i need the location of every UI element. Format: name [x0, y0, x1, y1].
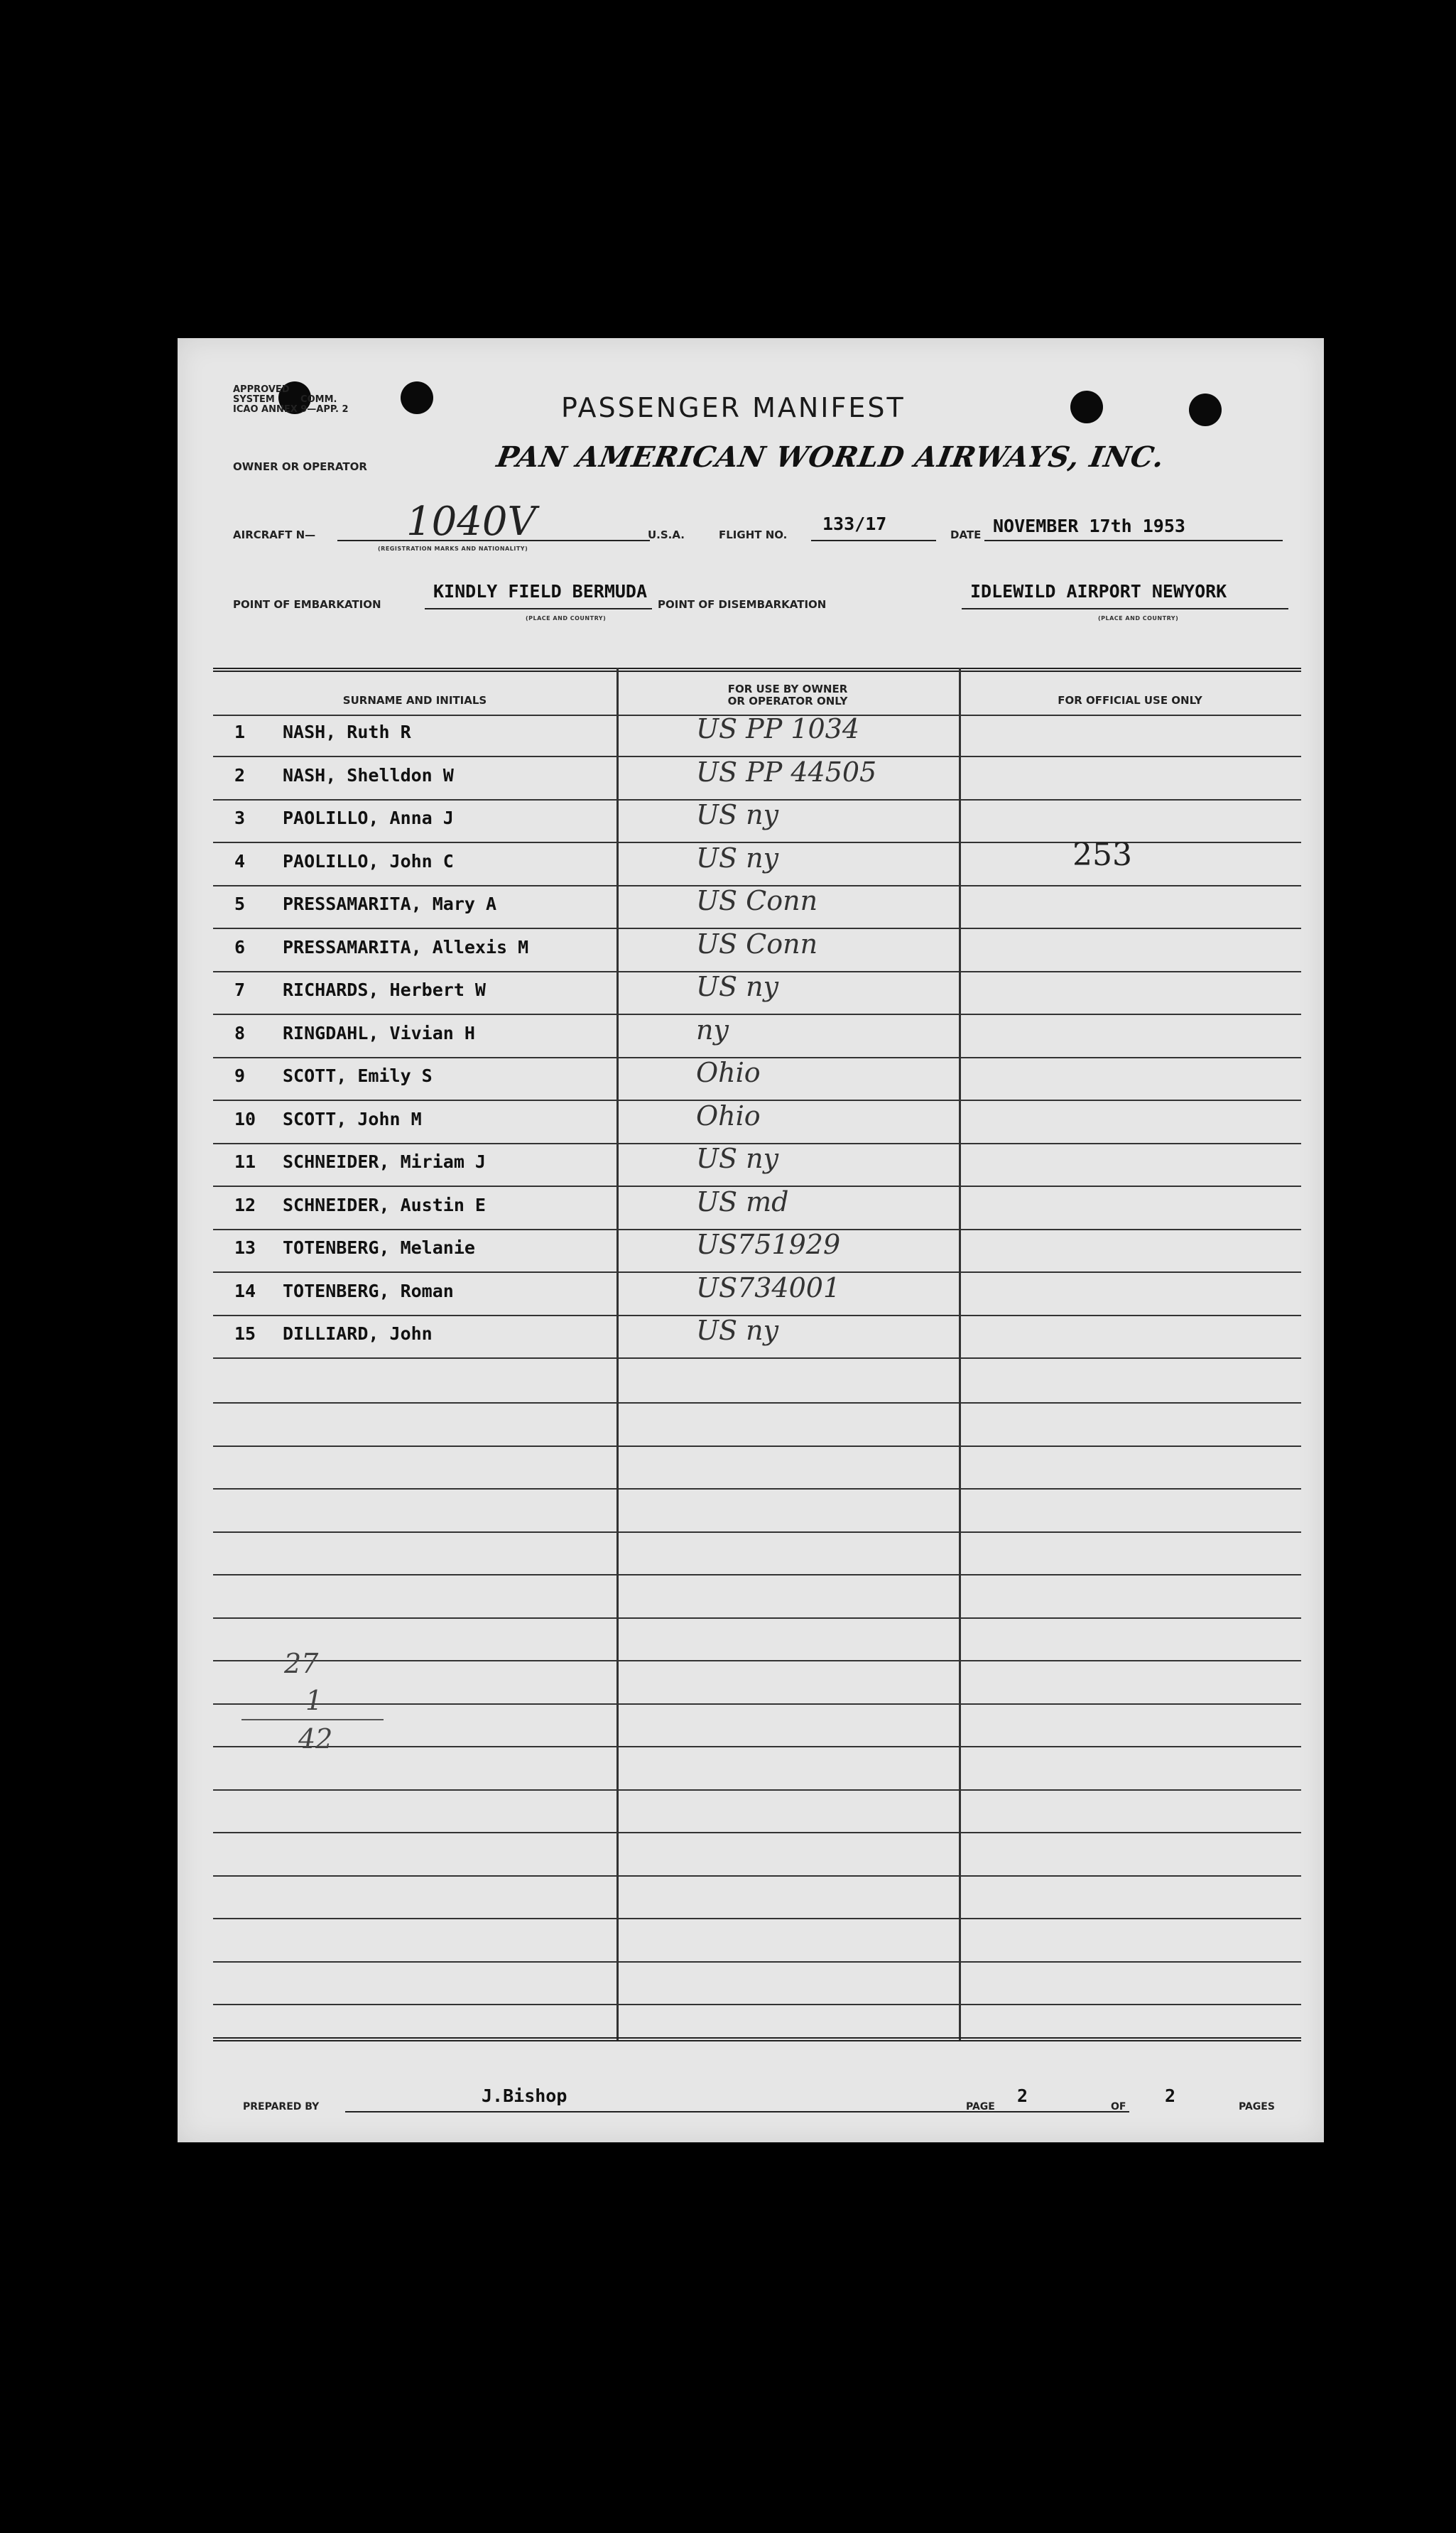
tally-line-2: 1	[305, 1685, 323, 1716]
official-use-header: FOR OFFICIAL USE ONLY	[1058, 694, 1202, 707]
table-row	[213, 1316, 1301, 1359]
row-number: 9	[234, 1065, 246, 1086]
passenger-name: NASH, Shelldon W	[283, 764, 454, 786]
punch-hole	[401, 381, 433, 414]
table-row	[213, 1188, 1301, 1230]
surname-header: SURNAME AND INITIALS	[342, 694, 487, 707]
flight-label: FLIGHT NO.	[719, 528, 788, 541]
blank-rule	[213, 1574, 1301, 1575]
table-row	[213, 715, 1301, 757]
disembarkation-value: IDLEWILD AIRPORT NEWYORK	[970, 581, 1227, 602]
passenger-name: PAOLILLO, Anna J	[283, 808, 454, 828]
of-value: 2	[1165, 2085, 1176, 2106]
operator-note: US Conn	[696, 885, 818, 916]
page-value: 2	[1017, 2085, 1028, 2106]
operator-note: Ohio	[696, 1057, 761, 1088]
margin-tally	[241, 1645, 384, 1757]
prepared-by-value: J.Bishop	[482, 2085, 567, 2106]
passenger-name: TOTENBERG, Melanie	[283, 1237, 475, 1258]
operator-note: US ny	[696, 842, 779, 874]
page-label: PAGE	[966, 2101, 995, 2112]
blank-rule	[213, 1617, 1301, 1619]
table-row	[213, 886, 1301, 929]
operator-note: US PP 44505	[696, 756, 877, 788]
row-number: 13	[234, 1237, 256, 1258]
date-value: NOVEMBER 17th 1953	[993, 516, 1185, 536]
embarkation-label: POINT OF EMBARKATION	[233, 598, 381, 611]
operator-note: US PP 1034	[696, 713, 860, 744]
manifest-sheet	[178, 338, 1324, 2142]
passenger-name: PRESSAMARITA, Mary A	[283, 894, 497, 914]
operator-note: US ny	[696, 1315, 779, 1346]
blank-rule	[213, 1832, 1301, 1833]
row-number: 12	[234, 1194, 256, 1215]
row-number: 11	[234, 1151, 256, 1172]
table-row	[213, 1230, 1301, 1273]
of-label: OF	[1111, 2101, 1126, 2112]
embarkation-value: KINDLY FIELD BERMUDA	[433, 581, 648, 602]
passenger-table	[213, 668, 1301, 2041]
approval-line-3: ICAO ANNEX 9—APP. 2	[233, 404, 349, 415]
blank-rule	[213, 1488, 1301, 1490]
embarkation-sublabel: (PLACE AND COUNTRY)	[526, 615, 607, 622]
blank-rule	[213, 1446, 1301, 1447]
operator-note: US Conn	[696, 928, 818, 960]
passenger-name: SCOTT, John M	[283, 1108, 422, 1129]
operator-note: ny	[696, 1014, 729, 1046]
operator-note: US734001	[696, 1271, 841, 1303]
table-row	[213, 930, 1301, 972]
aircraft-sublabel: (REGISTRATION MARKS AND NATIONALITY)	[378, 546, 528, 552]
prepared-by-label: PREPARED BY	[243, 2101, 320, 2112]
row-number: 8	[234, 1022, 246, 1043]
operator-note: Ohio	[696, 1100, 761, 1132]
table-row	[213, 1102, 1301, 1144]
row-number: 4	[234, 850, 246, 872]
passenger-name: RINGDAHL, Vivian H	[283, 1022, 475, 1043]
date-underline	[984, 540, 1283, 541]
table-row	[213, 801, 1301, 843]
embarkation-underline	[425, 608, 652, 609]
usa-label: U.S.A.	[648, 528, 685, 541]
owner-label: OWNER OR OPERATOR	[233, 460, 367, 473]
operator-note: US751929	[696, 1229, 841, 1260]
passenger-name: SCHNEIDER, Austin E	[283, 1194, 486, 1215]
punch-hole	[1070, 391, 1103, 423]
table-bottom-rule	[213, 2037, 1301, 2041]
blank-rule	[213, 1875, 1301, 1877]
tally-line-1: 27	[284, 1648, 319, 1679]
owner-use-header: FOR USE BY OWNER OR OPERATOR ONLY	[727, 683, 848, 707]
airline-name: PAN AMERICAN WORLD AIRWAYS, INC.	[494, 440, 1168, 474]
disembarkation-label: POINT OF DISEMBARKATION	[658, 598, 827, 611]
row-rule	[213, 1357, 1301, 1359]
operator-note: US md	[696, 1186, 789, 1217]
form-title: PASSENGER MANIFEST	[561, 392, 906, 423]
row-number: 7	[234, 980, 246, 1000]
disembarkation-sublabel: (PLACE AND COUNTRY)	[1098, 615, 1179, 622]
blank-rule	[213, 1789, 1301, 1791]
row-number: 15	[234, 1323, 256, 1344]
pages-label: PAGES	[1239, 2101, 1275, 2112]
table-row	[213, 972, 1301, 1015]
row-number: 1	[234, 722, 246, 742]
operator-note: US ny	[696, 971, 779, 1002]
row-number: 14	[234, 1280, 256, 1301]
flight-value: 133/17	[822, 514, 887, 534]
passenger-name: PAOLILLO, John C	[283, 850, 454, 872]
flight-underline	[811, 540, 936, 541]
date-label: DATE	[950, 528, 982, 541]
operator-note: US ny	[696, 799, 779, 830]
punch-hole	[1189, 394, 1222, 426]
table-row	[213, 758, 1301, 801]
table-row	[213, 1058, 1301, 1101]
tally-line-3: 42	[241, 1719, 384, 1757]
passenger-name: DILLIARD, John	[283, 1323, 433, 1344]
row-number: 5	[234, 894, 246, 914]
passenger-name: PRESSAMARITA, Allexis M	[283, 936, 529, 958]
blank-rule	[213, 1402, 1301, 1404]
approval-line-2: SYSTEM COMM.	[233, 394, 337, 405]
blank-rule	[213, 1918, 1301, 1919]
official-note: 253	[1072, 836, 1132, 873]
passenger-name: TOTENBERG, Roman	[283, 1280, 454, 1301]
passenger-name: SCHNEIDER, Miriam J	[283, 1151, 486, 1172]
row-number: 10	[234, 1108, 256, 1129]
passenger-name: NASH, Ruth R	[283, 722, 411, 742]
row-number: 3	[234, 808, 246, 828]
table-row	[213, 836, 1301, 886]
prepared-by-underline	[345, 2111, 1129, 2112]
blank-rule	[213, 2004, 1301, 2005]
table-row	[213, 1271, 1301, 1316]
approval-line-1: APPROVED	[233, 384, 290, 395]
row-number: 2	[234, 764, 246, 786]
aircraft-underline	[337, 540, 650, 541]
table-row	[213, 1016, 1301, 1058]
passenger-name: SCOTT, Emily S	[283, 1065, 433, 1086]
table-row	[213, 1144, 1301, 1187]
approval-note	[233, 385, 368, 415]
table-top-rule	[213, 668, 1301, 672]
aircraft-label: AIRCRAFT N—	[233, 528, 316, 541]
blank-rule	[213, 1961, 1301, 1963]
aircraft-value: 1040V	[406, 499, 536, 545]
operator-note: US ny	[696, 1143, 779, 1174]
disembarkation-underline	[962, 608, 1288, 609]
passenger-name: RICHARDS, Herbert W	[283, 980, 486, 1000]
row-number: 6	[234, 936, 246, 958]
blank-rule	[213, 1531, 1301, 1533]
